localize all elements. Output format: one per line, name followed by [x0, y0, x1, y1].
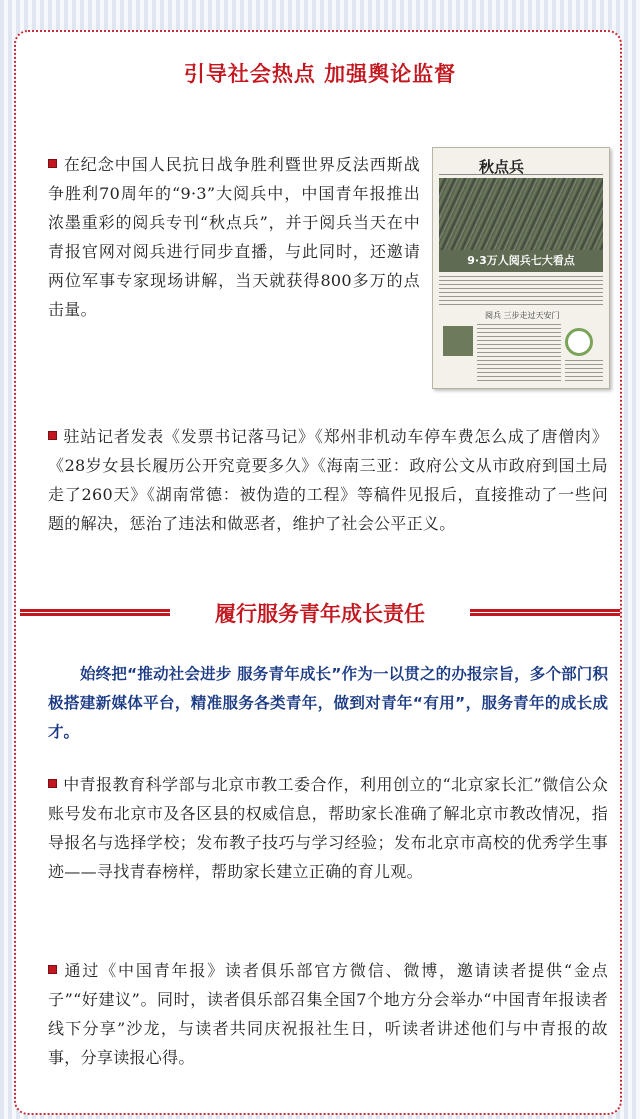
newspaper-header: [439, 154, 603, 175]
newspaper-subhead: 阅兵 三步走过天安门: [485, 311, 560, 320]
section-intro: 始终把“推动社会进步 服务青年成长”作为一以贯之的办报宗旨，多个部门积极搭建新媒体平台，精准服务各类青年，做到对青年“有用”，服务青年的成长成才。: [48, 665, 608, 741]
bullet-icon: [48, 431, 57, 440]
paragraph-text: 驻站记者发表《发票书记落马记》《郑州非机动车停车费怎么成了唐僧肉》《28岁女县长履历公开究竟要多久》《海南三亚：政府公文从市政府到国土局走了260天》《湖南常德：被伪造的工程》等稿件见报后，直接推动了一些问题的解决，惩治了违法和做恶者，维护了社会公平正义。: [48, 427, 608, 533]
bullet-icon: [48, 965, 57, 974]
bullet-icon: [48, 159, 57, 168]
section-divider: [16, 598, 624, 626]
paragraph-text: 通过《中国青年报》读者俱乐部官方微信、微博，邀请读者提供“金点子”“好建议”。同时，读者俱乐部召集全国7个地方分会举办“中国青年报读者线下分享”沙龙，与读者共同庆祝报社生日，听读者讲述他们与中青报的故事，分享读报心得。: [48, 961, 608, 1067]
newspaper-masthead: 秋点兵: [479, 158, 525, 176]
newspaper-text-block: [477, 324, 561, 382]
section-title-supervision: 引导社会热点 加强舆论监督: [183, 62, 457, 86]
paragraph-parents-club: [48, 770, 608, 886]
newspaper-chart: [565, 328, 593, 356]
newspaper-text-block: [565, 360, 603, 382]
content-card: [14, 30, 622, 1115]
divider-line-right: [470, 609, 620, 616]
paragraph-readers-club: [48, 956, 608, 1072]
newspaper-text-block: [439, 276, 603, 306]
newspaper-thumbnail: [432, 147, 610, 389]
newspaper-small-photo: [443, 326, 473, 356]
section-title-youth: 履行服务青年成长责任: [215, 602, 425, 626]
parade-photo: [439, 178, 603, 250]
paragraph-text: 中青报教育科学部与北京市教工委合作，利用创立的“北京家长汇”微信公众账号发布北京市及各区县的权威信息，帮助家长准确了解北京市教改情况，指导报名与选择学校；发布教子技巧与学习经验；发布北京市高校的优秀学生事迹——寻找青春榜样，帮助家长建立正确的育儿观。: [48, 775, 608, 881]
paragraph-military-parade: [48, 150, 420, 324]
paragraph-text: 在纪念中国人民抗日战争胜利暨世界反法西斯战争胜利70周年的“9·3”大阅兵中，中国青年报推出浓墨重彩的阅兵专刊“秋点兵”，并于阅兵当天在中青报官网对阅兵进行同步直播，与此同时，还邀请两位军事专家现场讲解，当天就获得800多万的点击量。: [48, 155, 420, 319]
newspaper-headline: 9·3万人阅兵七大看点: [439, 250, 603, 272]
paragraph-reporter-stories: [48, 422, 608, 538]
bullet-icon: [48, 779, 57, 788]
